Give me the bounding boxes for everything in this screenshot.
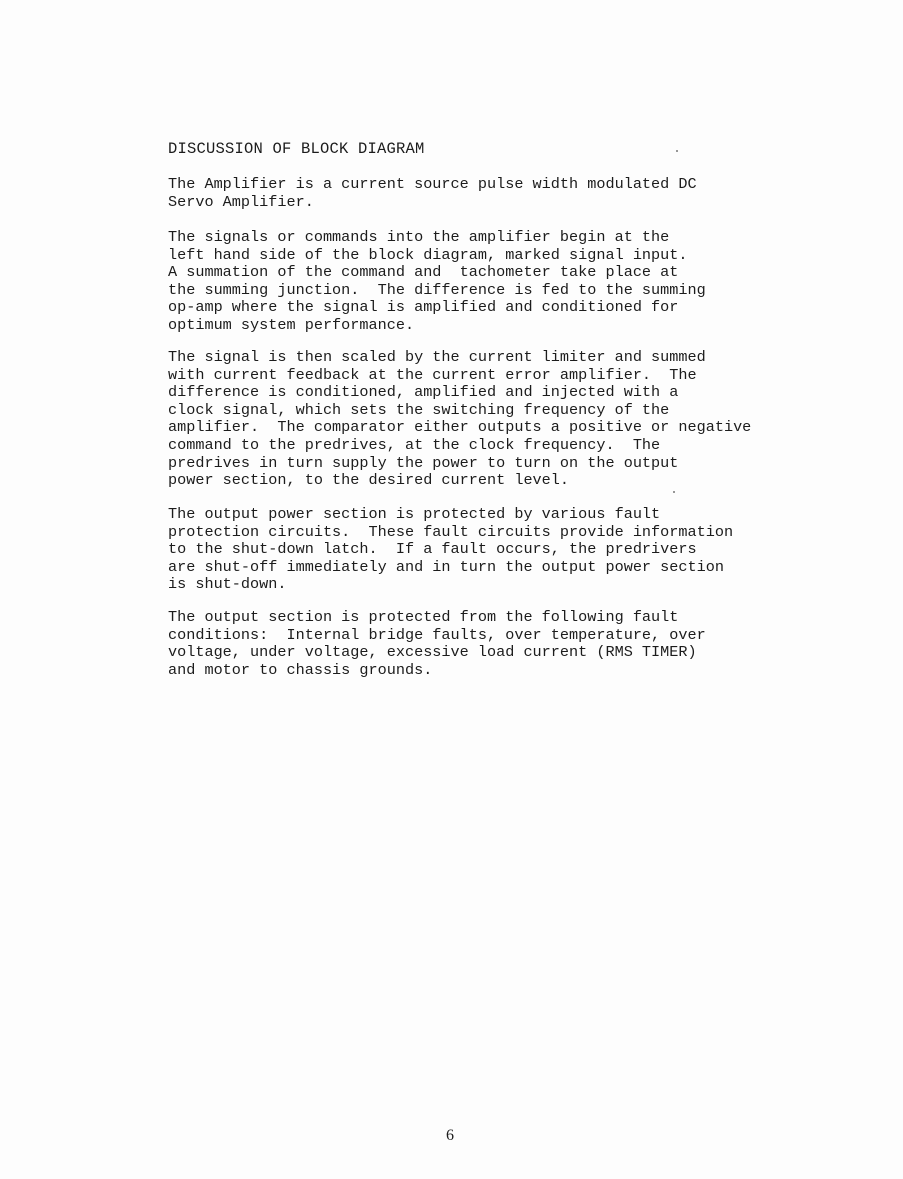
text-line: Servo Amplifier. [168,192,314,211]
text-line: op-amp where the signal is amplified and conditioned for [168,298,679,317]
text-line: A summation of the command and tachometer take place at [168,263,679,282]
paragraph-fault-conditions [168,609,848,679]
text-line: is shut-down. [168,575,287,594]
text-line: protection circuits. These fault circuits provide information [168,522,734,541]
text-line: are shut-off immediately and in turn the output power section [168,557,724,576]
text-line: The signals or commands into the amplifier begin at the [168,228,670,246]
text-line: The output power section is protected by various fault [168,505,661,523]
text-line: power section, to the desired current level. [168,471,570,490]
paragraph-signal-input [168,229,848,335]
paragraph-fault-protection [168,506,848,594]
text-line: optimum system performance. [168,315,415,334]
text-line: The output section is protected from the following fault [168,608,679,626]
text-line: command to the predrives, at the clock frequency. The [168,435,661,454]
text-line: voltage, under voltage, excessive load current (RMS TIMER) [168,643,697,662]
text-line: left hand side of the block diagram, marked signal input. [168,245,688,264]
page-number: 6 [446,1127,454,1144]
text-line: to the shut-down latch. If a fault occurs, the predrivers [168,540,697,559]
text-line: difference is conditioned, amplified and injected with a [168,383,679,402]
text-line: with current feedback at the current error amplifier. The [168,365,697,384]
text-line: The Amplifier is a current source pulse width modulated DC [168,175,697,193]
paragraph-current-loop [168,349,848,490]
text-line: The signal is then scaled by the current limiter and summed [168,348,706,366]
text-line: amplifier. The comparator either outputs a positive or negative [168,418,752,437]
text-line: predrives in turn supply the power to turn on the output [168,453,679,472]
text-line: clock signal, which sets the switching frequency of the [168,400,670,419]
text-line: conditions: Internal bridge faults, over temperature, over [168,625,706,644]
scan-speck [673,491,675,493]
section-heading: DISCUSSION OF BLOCK DIAGRAM [168,140,425,158]
text-line: the summing junction. The difference is fed to the summing [168,280,706,299]
scan-speck [676,150,678,152]
text-line: and motor to chassis grounds. [168,660,433,679]
paragraph-overview [168,176,848,211]
